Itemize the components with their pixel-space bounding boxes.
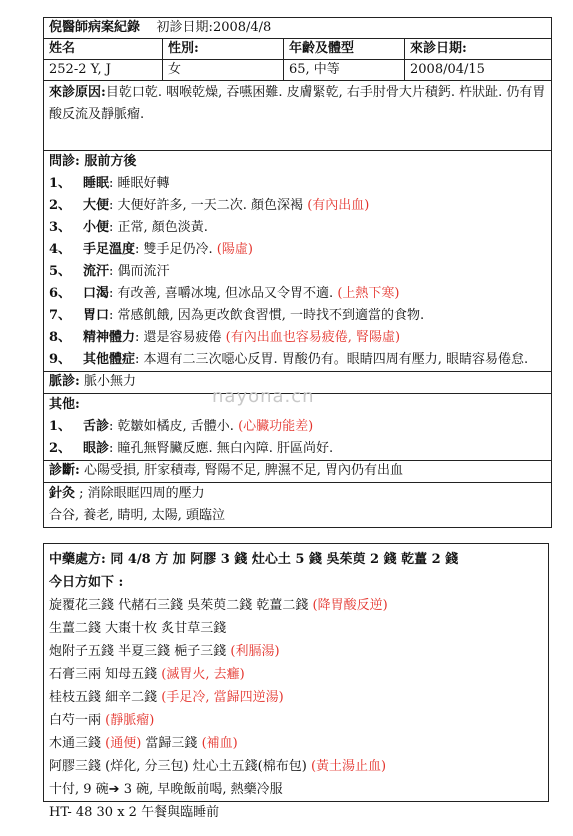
list-item (49, 327, 546, 349)
prescription-list (49, 594, 543, 824)
first-visit-label: 初診日期: (156, 20, 213, 35)
prescription-subtitle: 今日方如下 : (49, 575, 124, 590)
item-label: 精神體力 (83, 330, 136, 345)
item-label: 手足溫度 (83, 242, 136, 257)
acupuncture-cell (44, 483, 552, 528)
item-text: : 雙手足仍冷. (135, 242, 217, 257)
item-text: : 睡眠好轉 (109, 176, 170, 191)
herb-text: 旋覆花三錢 代赭石三錢 吳茱萸二錢 乾薑二錢 (49, 598, 313, 613)
item-text: : 本週有二三次噁心反胃. 胃酸仍有。眼睛四周有壓力, 眼睛容易倦怠. (135, 352, 529, 367)
herb-text: 石膏三兩 知母五錢 (49, 667, 162, 682)
prescription-line (49, 663, 543, 686)
age-header: 年齡及體型 (284, 39, 405, 60)
list-item (49, 217, 546, 239)
herb-note: (利膈湯) (230, 644, 280, 659)
complaint-label: 來診原因: (49, 85, 106, 100)
other-list (49, 416, 546, 460)
gender-header: 性別: (163, 39, 284, 60)
prescription-box (43, 543, 549, 820)
herb-text: HT- 48 30 x 2 午餐與臨睡前 (49, 805, 220, 820)
list-item (49, 195, 546, 217)
diagnosis-text: 心陽受損, 肝家積毒, 腎陽不足, 脾濕不足, 胃內仍有出血 (79, 463, 404, 478)
herb-text: 當歸三錢 (141, 736, 202, 751)
item-number: 1、 (49, 176, 72, 191)
list-item (49, 239, 546, 261)
complaint-text: 目乾口乾. 咽喉乾燥, 吞嚥困難. 皮膚緊乾, 右手肘骨大片積鈣. 杵狀趾. 仍有胃酸反流及靜脈瘤. (49, 85, 546, 122)
herb-text: 生薑二錢 大棗十枚 炙甘草三錢 (49, 621, 227, 636)
herb-text: 十付, 9 碗➔ 3 碗, 早晚飯前喝, 熱藥冷服 (49, 782, 283, 797)
item-number: 3、 (49, 220, 72, 235)
item-label: 睡眠 (83, 176, 110, 191)
inquiry-list (49, 173, 546, 371)
item-number: 7、 (49, 308, 72, 323)
herb-note: (補血) (201, 736, 238, 751)
prescription-line (49, 755, 543, 778)
herb-text: 白芍一兩 (49, 713, 106, 728)
item-text: : 偶而流汗 (109, 264, 170, 279)
list-item (49, 305, 546, 327)
prescription-line (49, 801, 543, 824)
item-number: 5、 (49, 264, 72, 279)
visit-date-header: 來診日期: (405, 39, 552, 60)
item-text: : 乾皺如橘皮, 舌體小. (109, 419, 239, 434)
item-label: 其他體症 (83, 352, 136, 367)
herb-text: 阿膠三錢 (烊化, 分三包) 灶心土五錢(棉布包) (49, 759, 311, 774)
item-number: 1、 (49, 419, 72, 434)
patient-gender: 女 (163, 60, 284, 81)
item-number: 2、 (49, 198, 72, 213)
prescription-line (49, 640, 543, 663)
item-number: 4、 (49, 242, 72, 257)
list-item (49, 438, 546, 460)
herb-note: (手足冷, 當歸四逆湯) (161, 690, 284, 705)
item-label: 小便 (83, 220, 110, 235)
diagnosis-label: 診斷: (49, 463, 80, 478)
item-label: 口渴 (83, 286, 110, 301)
first-visit-date: 2008/4/8 (212, 20, 272, 35)
prescription-line (49, 617, 543, 640)
complaint-cell (44, 81, 552, 151)
item-note: (心臟功能差) (238, 419, 314, 434)
prescription-line (49, 709, 543, 732)
item-note: (有內出血) (307, 198, 370, 213)
herb-text: 炮附子五錢 半夏三錢 梔子三錢 (49, 644, 231, 659)
case-record-table (43, 17, 552, 528)
item-note: (上熱下寒) (337, 286, 400, 301)
item-note: (有內出血也容易疲倦, 腎陽虛) (225, 330, 401, 345)
list-item (49, 416, 546, 438)
record-title: 倪醫師病案紀錄 (49, 20, 141, 35)
herb-text: 桂枝五錢 細辛二錢 (49, 690, 162, 705)
herb-note: (黃土湯止血) (310, 759, 387, 774)
other-title: 其他: (49, 397, 80, 412)
patient-age: 65, 中等 (284, 60, 405, 81)
acupuncture-text: ; 消除眼眶四周的壓力 (75, 486, 205, 501)
list-item (49, 173, 546, 195)
pulse-text: 脈小無力 (79, 374, 136, 389)
name-header: 姓名 (44, 39, 163, 60)
acupuncture-points: 合谷, 養老, 睛明, 太陽, 頭臨泣 (49, 508, 226, 523)
prescription-line (49, 732, 543, 755)
prescription-line (49, 686, 543, 709)
herb-note: (降胃酸反逆) (312, 598, 388, 613)
herb-text: 木通三錢 (49, 736, 106, 751)
header-row (44, 18, 552, 39)
inquiry-title: 問診: 服前方後 (49, 154, 137, 169)
herb-note: (靜脈瘤) (105, 713, 155, 728)
pulse-label: 脈診: (49, 374, 80, 389)
item-text: : 有改善, 喜嚼冰塊, 但冰品又令胃不適. (109, 286, 338, 301)
item-label: 流汗 (83, 264, 110, 279)
item-text: : 正常, 顏色淡黃. (109, 220, 208, 235)
item-number: 8、 (49, 330, 72, 345)
item-text: : 常感飢餓, 因為更改飲食習慣, 一時找不到適當的食物. (109, 308, 425, 323)
herb-note: (通便) (105, 736, 142, 751)
inquiry-cell (44, 151, 552, 372)
item-label: 大便 (83, 198, 110, 213)
watermark: nayona.cn (212, 386, 315, 407)
acupuncture-label: 針灸 (49, 486, 76, 501)
item-label: 眼診 (83, 441, 110, 456)
item-number: 9、 (49, 352, 72, 367)
item-text: : 還是容易疲倦 (135, 330, 226, 345)
item-text: : 大便好許多, 一天二次. 顏色深褐 (109, 198, 308, 213)
item-label: 胃口 (83, 308, 110, 323)
list-item (49, 261, 546, 283)
item-note: (陽虛) (216, 242, 253, 257)
list-item (49, 283, 546, 305)
herb-note: (滅胃火, 去癰) (161, 667, 245, 682)
item-label: 舌診 (83, 419, 110, 434)
item-number: 2、 (49, 441, 72, 456)
list-item (49, 349, 546, 371)
prescription-title: 中藥處方: 同 4/8 方 加 阿膠 3 錢 灶心土 5 錢 吳茱萸 2 錢 乾薑 2 錢 (49, 552, 459, 567)
patient-visit-date: 2008/04/15 (405, 60, 552, 81)
prescription-line (49, 594, 543, 617)
diagnosis-cell (44, 461, 552, 483)
item-number: 6、 (49, 286, 72, 301)
prescription-line (49, 778, 543, 801)
item-text: : 瞳孔無腎臟反應. 無白內障. 肝區尚好. (109, 441, 334, 456)
patient-name: 252-2 Y, J (44, 60, 163, 81)
